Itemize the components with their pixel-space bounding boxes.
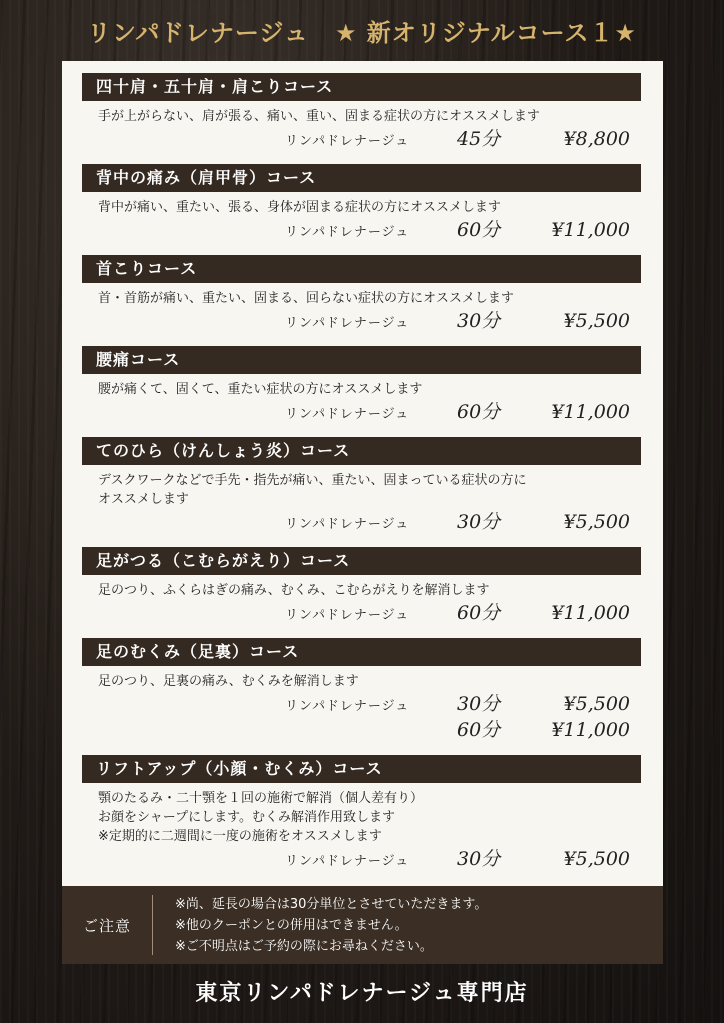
course-description: 背中が痛い、重たい、張る、身体が固まる症状の方にオススメします	[98, 200, 501, 215]
price-row	[82, 600, 641, 626]
course-shoulder	[82, 73, 641, 152]
price-amount: ¥5,500	[563, 511, 630, 533]
notice-box	[62, 886, 663, 964]
header-subtitle: ★ 新オリジナルコース１★	[334, 18, 637, 47]
course-title: 足のむくみ（足裏）コース	[82, 638, 641, 666]
course-title: リフトアップ（小顔・むくみ）コース	[82, 755, 641, 783]
price-treatment-name: リンパドレナージュ	[285, 854, 410, 869]
course-title: 腰痛コース	[82, 346, 641, 374]
course-description: 首・首筋が痛い、重たい、固まる、回らない症状の方にオススメします	[98, 291, 514, 306]
shop-name: 東京リンパドレナージュ専門店	[195, 980, 529, 1006]
course-back	[82, 164, 641, 243]
price-duration: 60分	[457, 401, 501, 423]
course-description: 足のつり、ふくらはぎの痛み、むくみ、こむらがえりを解消します	[98, 583, 490, 598]
page-header	[0, 0, 724, 60]
course-description: デスクワークなどで手先・指先が痛い、重たい、固まっている症状の方に オススメします	[98, 473, 527, 507]
notice-line: ※他のクーポンとの併用はできません。	[175, 917, 408, 933]
price-treatment-name: リンパドレナージュ	[285, 316, 410, 331]
price-treatment-name: リンパドレナージュ	[285, 134, 410, 149]
course-description: 顎のたるみ・二十顎を１回の施術で解消（個人差有り） お顔をシャープにします。むくみ解消作用致します ※定期的に二週間に一度の施術をオススメします	[98, 791, 424, 844]
course-title: 四十肩・五十肩・肩こりコース	[82, 73, 641, 101]
price-row	[82, 308, 641, 334]
price-amount: ¥8,800	[563, 128, 630, 150]
price-amount: ¥5,500	[563, 848, 630, 870]
course-title: てのひら（けんしょう炎）コース	[82, 437, 641, 465]
price-treatment-name: リンパドレナージュ	[285, 225, 410, 240]
notice-line: ※ご不明点はご予約の際にお尋ねください。	[175, 938, 433, 954]
course-title: 背中の痛み（肩甲骨）コース	[82, 164, 641, 192]
price-row	[82, 126, 641, 152]
header-brand: リンパドレナージュ	[87, 18, 309, 47]
price-row	[82, 399, 641, 425]
price-row	[82, 217, 641, 243]
price-duration: 30分	[457, 511, 501, 533]
price-amount: ¥5,500	[563, 693, 630, 715]
price-row	[82, 717, 641, 743]
course-title: 足がつる（こむらがえり）コース	[82, 547, 641, 575]
price-duration: 30分	[457, 310, 501, 332]
course-description: 手が上がらない、肩が張る、痛い、重い、固まる症状の方にオススメします	[98, 109, 540, 124]
course-palm	[82, 437, 641, 535]
course-title: 首こりコース	[82, 255, 641, 283]
price-amount: ¥11,000	[551, 602, 630, 624]
price-treatment-name: リンパドレナージュ	[285, 699, 410, 714]
price-amount: ¥11,000	[551, 219, 630, 241]
course-leg-swelling	[82, 638, 641, 743]
course-neck	[82, 255, 641, 334]
course-description: 腰が痛くて、固くて、重たい症状の方にオススメします	[98, 382, 423, 397]
course-lower-back	[82, 346, 641, 425]
price-treatment-name: リンパドレナージュ	[285, 608, 410, 623]
price-duration: 60分	[457, 219, 501, 241]
price-treatment-name: リンパドレナージュ	[285, 517, 410, 532]
price-duration: 60分	[457, 719, 501, 741]
price-duration: 60分	[457, 602, 501, 624]
price-duration: 30分	[457, 848, 501, 870]
price-duration: 30分	[457, 693, 501, 715]
course-description: 足のつり、足裏の痛み、むくみを解消します	[98, 674, 359, 689]
notice-label: ご注意	[82, 916, 131, 935]
course-menu-panel	[62, 61, 663, 886]
price-row	[82, 691, 641, 717]
course-lift-up	[82, 755, 641, 872]
price-amount: ¥11,000	[551, 401, 630, 423]
price-treatment-name: リンパドレナージュ	[285, 407, 410, 422]
price-amount: ¥5,500	[563, 310, 630, 332]
price-row	[82, 509, 641, 535]
price-row	[82, 846, 641, 872]
price-amount: ¥11,000	[551, 719, 630, 741]
course-leg-cramp	[82, 547, 641, 626]
notice-line: ※尚、延長の場合は30分単位とさせていただきます。	[175, 896, 488, 912]
notice-lines	[153, 894, 487, 957]
price-duration: 45分	[457, 128, 501, 150]
